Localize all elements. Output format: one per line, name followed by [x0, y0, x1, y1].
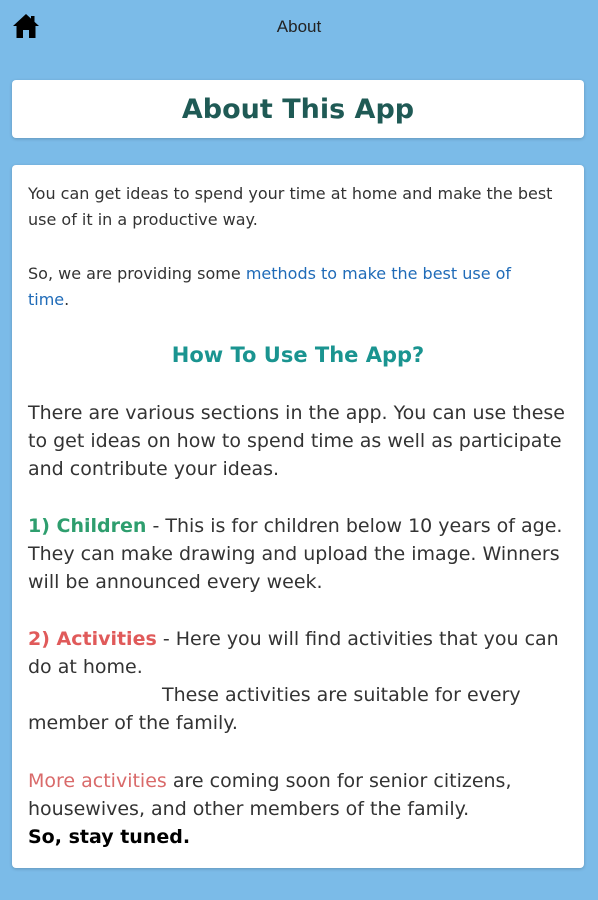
activities-text: - Here you will find activities that you can do at home. [28, 628, 559, 678]
children-label[interactable]: 1) Children [28, 515, 147, 537]
top-app-bar [0, 0, 598, 58]
how-to-heading: How To Use The App? [171, 343, 425, 367]
app-heading: About This App [181, 93, 415, 125]
methods-link[interactable]: methods to make the best use of time [28, 264, 512, 309]
intro-text: You can get ideas to spend your time at home and make the best use of it in a productive way. [28, 184, 553, 229]
title-card [12, 80, 584, 138]
children-text: - This is for children below 10 years of age. They can make drawing and upload the image. Winners will be announced every week. [28, 515, 563, 593]
more-text: are coming soon for senior citizens, housewives, and other members of the family. [28, 770, 512, 820]
activities-label[interactable]: 2) Activities [28, 628, 157, 650]
activities-text-2: These activities are suitable for every member of the family. [28, 684, 521, 734]
page-title: About [276, 17, 322, 36]
intro-text-2 [28, 261, 528, 313]
activities-section [28, 625, 576, 737]
more-activities-label[interactable]: More activities [28, 770, 167, 792]
more-section [28, 767, 576, 851]
children-section [28, 512, 576, 596]
intro-2-prefix: So, we are providing some [28, 264, 246, 283]
content-card [12, 165, 584, 868]
intro-2-suffix: . [64, 290, 70, 309]
sections-text: There are various sections in the app. You can use these to get ideas on how to spend time as well as participate and contribute your ideas. [28, 402, 566, 480]
stay-tuned-text: So, stay tuned. [28, 826, 191, 848]
